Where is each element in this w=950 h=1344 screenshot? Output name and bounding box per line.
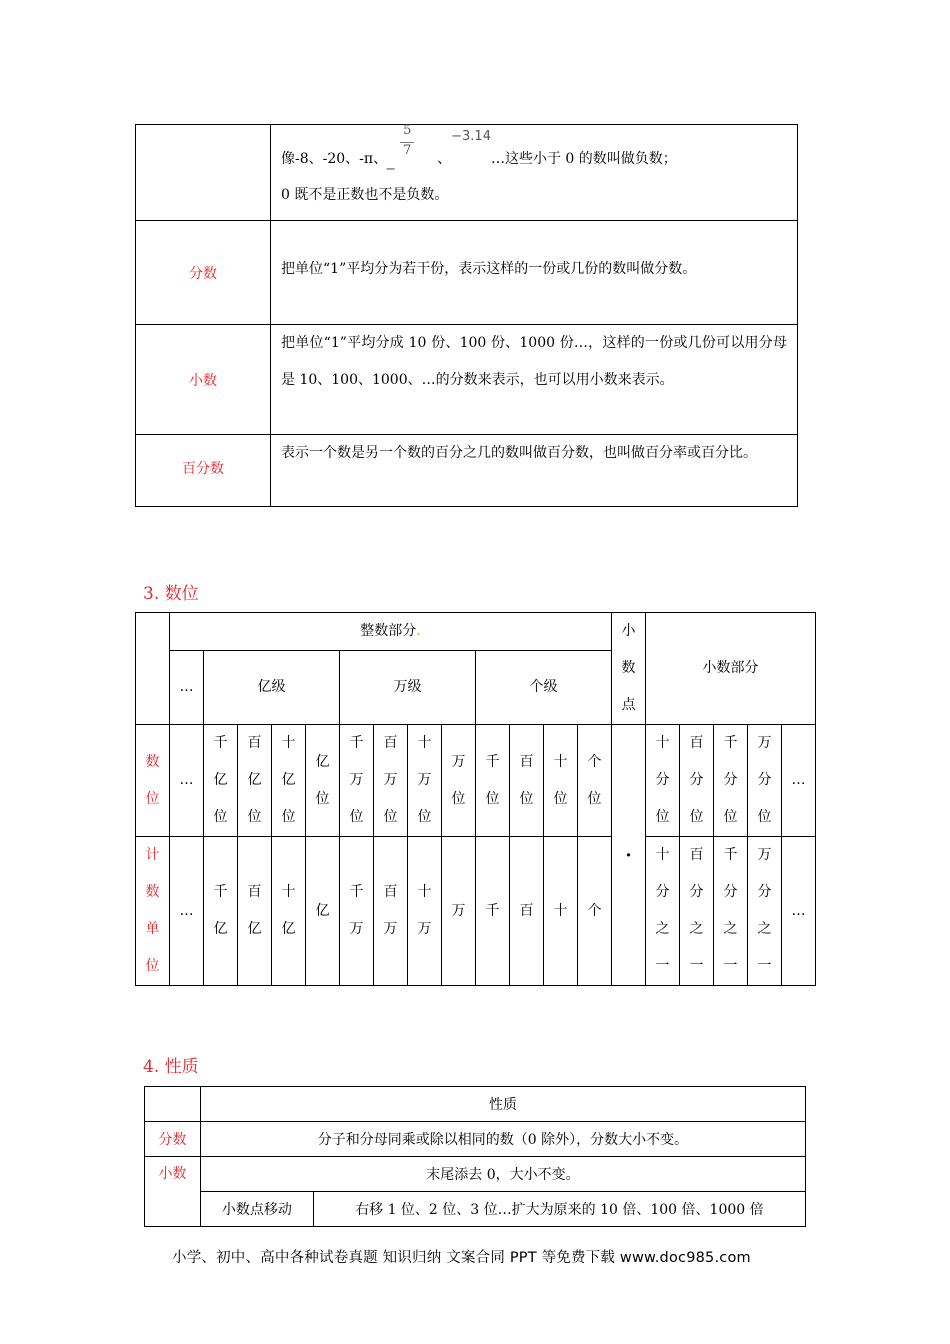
place-cell: 亿 位	[306, 725, 340, 837]
negative-definition-cell	[271, 125, 798, 221]
decimal-part-header: 小数部分	[646, 613, 816, 725]
decimal-point-header: 小 数 点	[612, 613, 646, 725]
properties-corner	[145, 1087, 201, 1122]
place-ellipsis-left: …	[170, 725, 204, 837]
negative-examples-suffix: …这些小于 0 的数叫做负数；	[490, 151, 677, 167]
decimal-place-cell: 千 分 位	[714, 725, 748, 837]
place-ellipsis-right: …	[782, 725, 816, 837]
separator: 、	[437, 151, 452, 167]
unit-cell: 十	[544, 837, 578, 986]
group-ellipsis: …	[170, 651, 204, 725]
unit-ellipsis-left: …	[170, 837, 204, 986]
place-cell: 千 位	[476, 725, 510, 837]
decimal-unit-cell: 十 分 之 一	[646, 837, 680, 986]
place-cell: 万 位	[442, 725, 476, 837]
decimal-place-cell: 万 分 位	[748, 725, 782, 837]
decimal-unit-cell: 百 分 之 一	[680, 837, 714, 986]
unit-ellipsis-right: …	[782, 837, 816, 986]
unit-cell: 亿	[306, 837, 340, 986]
unit-cell: 百 亿	[238, 837, 272, 986]
place-cell: 千 亿 位	[204, 725, 238, 837]
fraction-property-label: 分数	[145, 1122, 201, 1157]
percent-definition: 表示一个数是另一个数的百分之几的数叫做百分数，也叫做百分率或百分比。	[271, 435, 798, 507]
place-row-label: 数 位	[136, 725, 170, 837]
percent-label: 百分数	[136, 435, 271, 507]
decimal-property-text: 末尾添去 0，大小不变。	[200, 1157, 805, 1192]
place-cell: 个 位	[578, 725, 612, 837]
unit-cell: 千 亿	[204, 837, 238, 986]
group-wan: 万级	[340, 651, 476, 725]
decimal-unit-cell: 千 分 之 一	[714, 837, 748, 986]
unit-cell: 十 万	[408, 837, 442, 986]
place-cell: 十 万 位	[408, 725, 442, 837]
decimal-definition: 把单位“1”平均分成 10 份、100 份、1000 份…，这样的一份或几份可以用分母是 10、100、1000、…的分数来表示，也可以用小数来表示。	[271, 325, 798, 435]
unit-cell: 个	[578, 837, 612, 986]
fraction-neg-5-7: − 5 7	[387, 149, 437, 169]
fraction-numerator: 5	[403, 123, 412, 138]
unit-cell: 百 万	[374, 837, 408, 986]
decimal-place-cell: 百 分 位	[680, 725, 714, 837]
unit-cell: 十 亿	[272, 837, 306, 986]
footer-promo: 小学、初中、高中各种试卷真题 知识归纳 文案合同 PPT 等免费下载 www.doc985.com	[172, 1250, 751, 1266]
place-cell: 千 万 位	[340, 725, 374, 837]
decimal-point-move-text: 右移 1 位、2 位、3 位…扩大为原来的 10 倍、100 倍、1000 倍	[313, 1192, 805, 1227]
fraction-definition: 把单位“1”平均分为若干份，表示这样的一份或几份的数叫做分数。	[271, 221, 798, 325]
fraction-label: 分数	[136, 221, 271, 325]
negative-examples-prefix: 像-8、-20、-π、	[281, 151, 388, 167]
zero-statement: 0 既不是正数也不是负数。	[281, 187, 449, 203]
decimal-place-cell: 十 分 位	[646, 725, 680, 837]
unit-cell: 千 万	[340, 837, 374, 986]
corner-cell	[136, 613, 170, 725]
integer-part-header: 整数部分.	[170, 613, 612, 651]
group-ge: 个级	[476, 651, 612, 725]
negative-label-cell	[136, 125, 271, 221]
negative-definition-line	[281, 123, 787, 177]
place-cell: 百 亿 位	[238, 725, 272, 837]
negative-decimal: −3.14	[451, 129, 491, 144]
number-definitions-table	[135, 124, 798, 507]
place-cell: 十 位	[544, 725, 578, 837]
unit-cell: 千	[476, 837, 510, 986]
place-cell: 百 位	[510, 725, 544, 837]
decimal-property-label: 小数	[145, 1157, 201, 1227]
place-value-table	[135, 612, 816, 986]
properties-table	[144, 1086, 806, 1227]
decimal-point-symbol: ·	[612, 725, 646, 986]
unit-cell: 百	[510, 837, 544, 986]
place-cell: 百 万 位	[374, 725, 408, 837]
decimal-unit-cell: 万 分 之 一	[748, 837, 782, 986]
unit-row-label: 计 数 单 位	[136, 837, 170, 986]
fraction-property-text: 分子和分母同乘或除以相同的数（0 除外），分数大小不变。	[200, 1122, 805, 1157]
unit-cell: 万	[442, 837, 476, 986]
section-4-heading: 4. 性质	[143, 1057, 199, 1077]
group-yi: 亿级	[204, 651, 340, 725]
section-3-heading: 3. 数位	[143, 584, 199, 604]
decimal-point-move-label: 小数点移动	[200, 1192, 313, 1227]
place-cell: 十 亿 位	[272, 725, 306, 837]
properties-header: 性质	[200, 1087, 805, 1122]
fraction-denominator: 7	[403, 143, 412, 158]
decimal-label: 小数	[136, 325, 271, 435]
